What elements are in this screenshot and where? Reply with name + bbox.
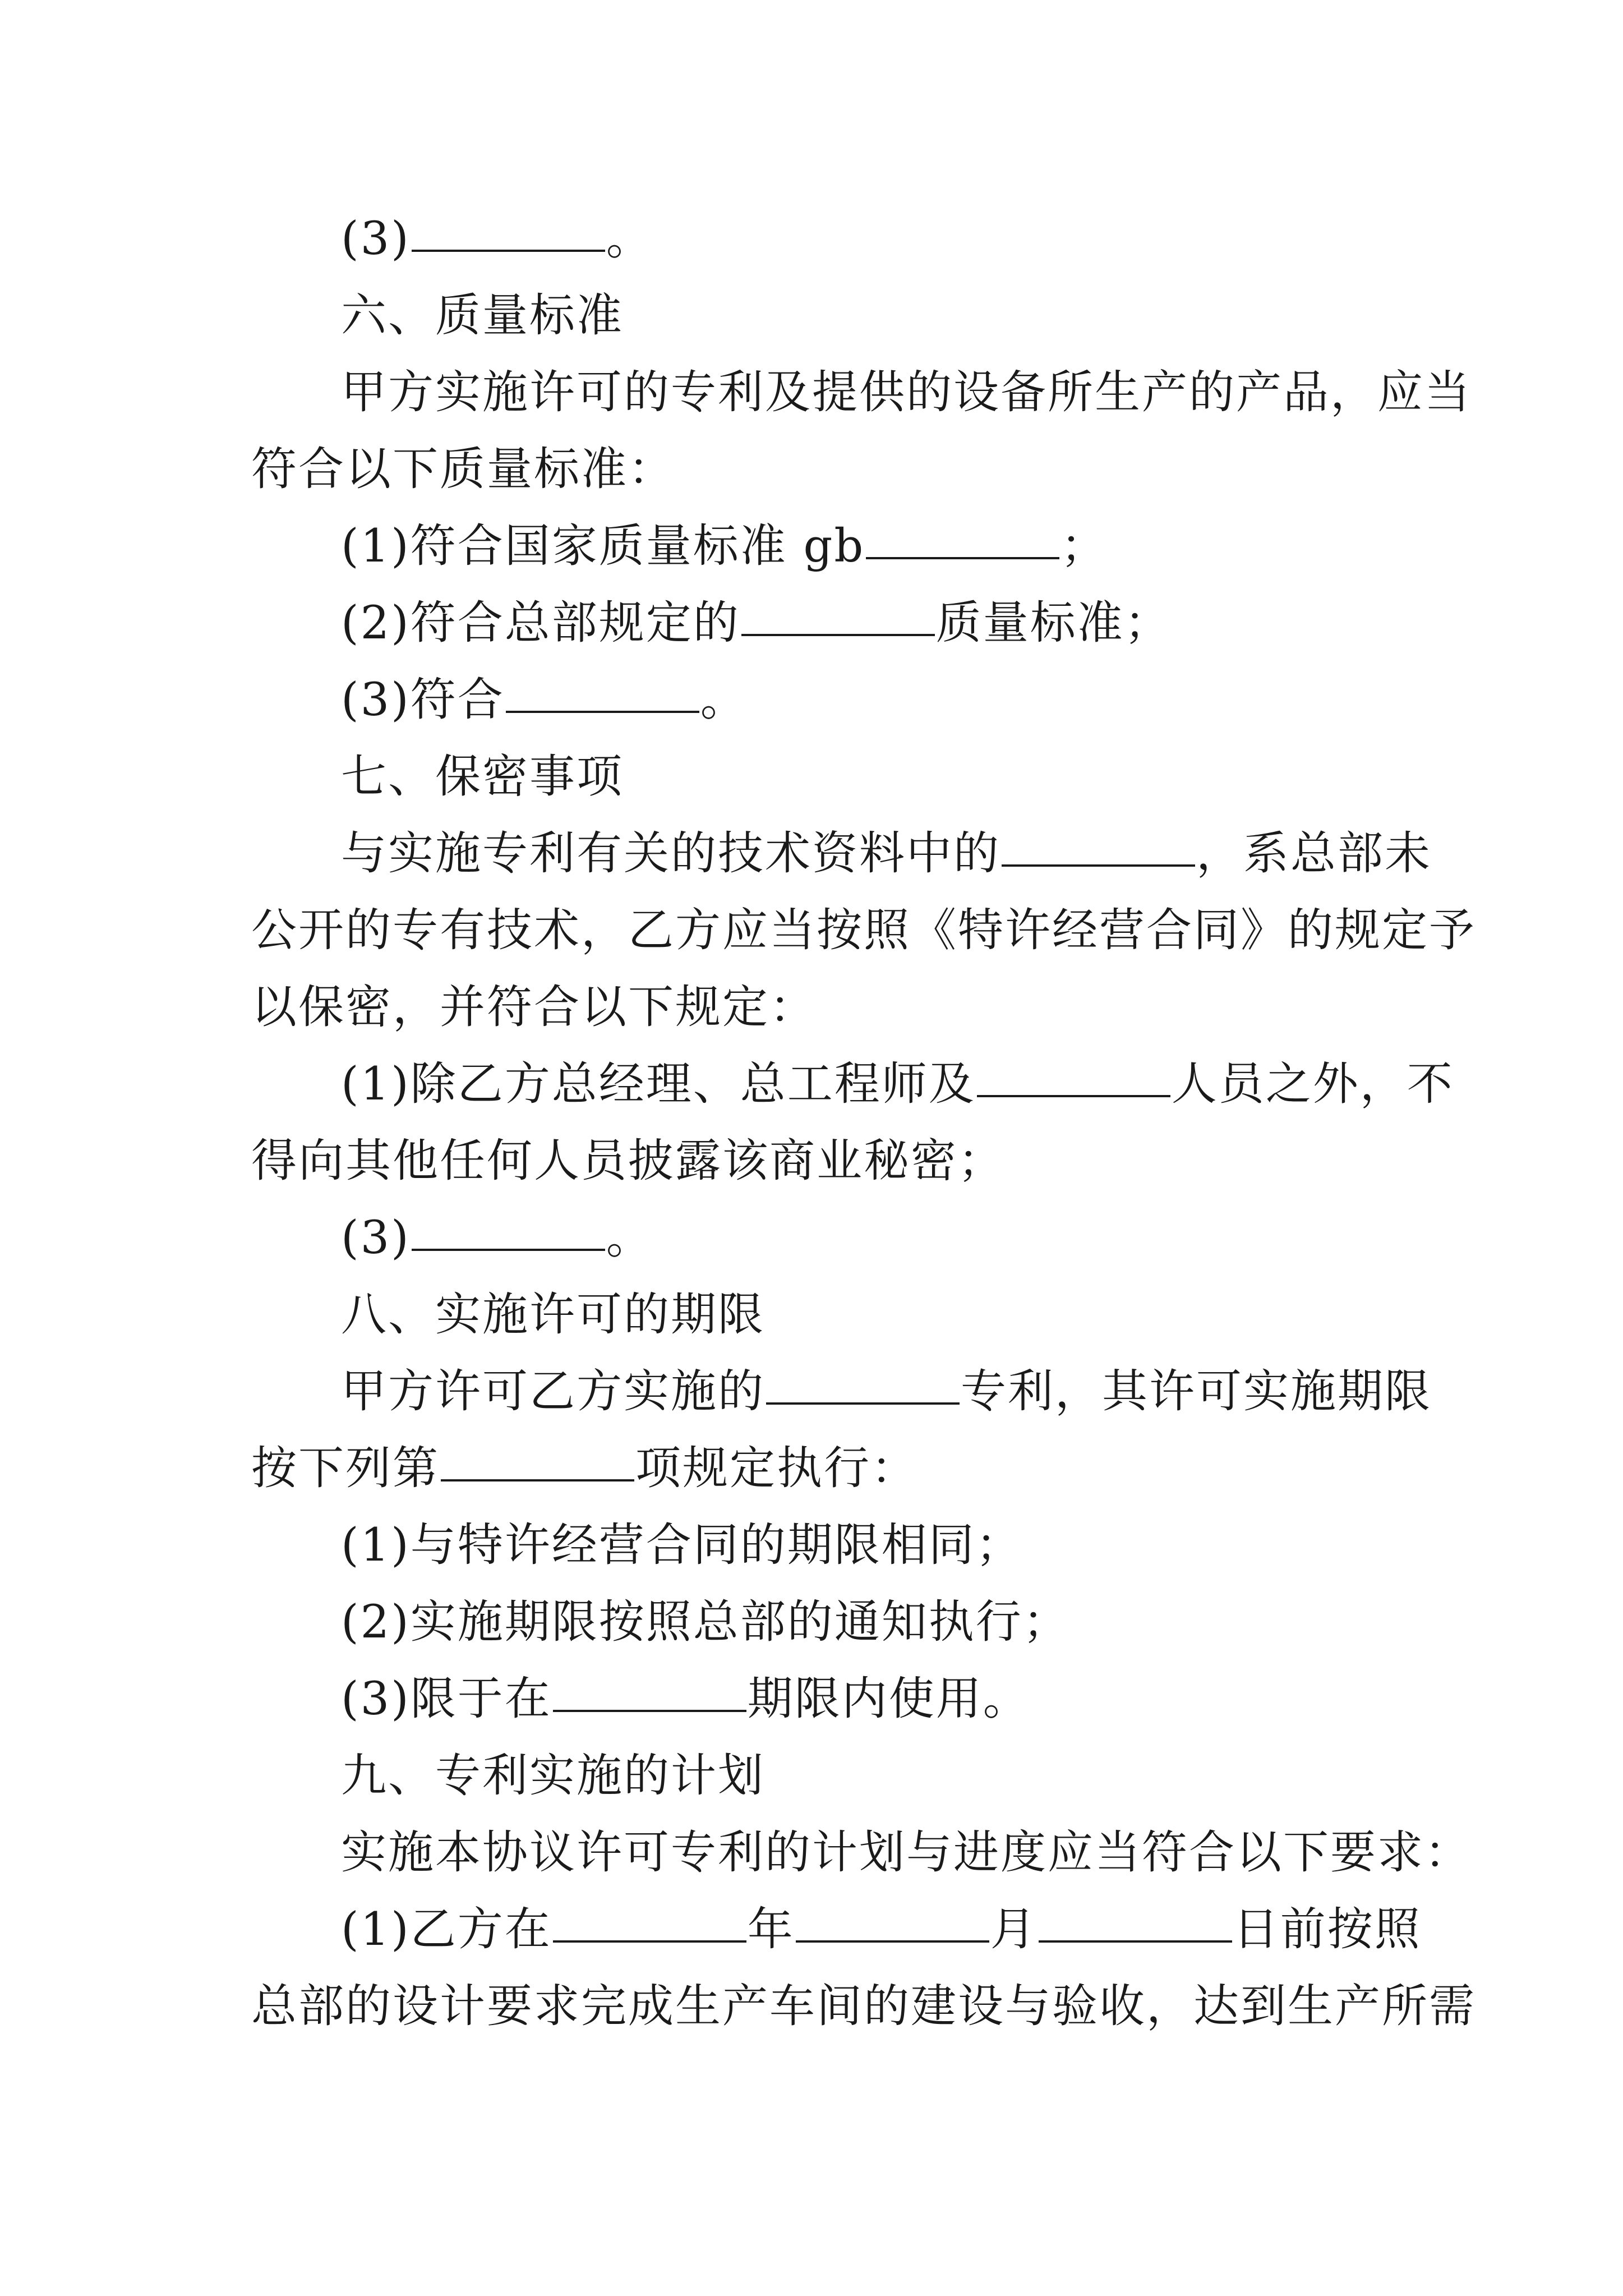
text-line xyxy=(251,508,1390,585)
text-segment: 月 xyxy=(990,1903,1038,1956)
text-line xyxy=(251,585,1390,662)
fill-in-blank xyxy=(506,710,699,713)
text-line xyxy=(251,1584,1390,1661)
text-segment: 质量标准； xyxy=(935,597,1172,650)
fill-in-blank xyxy=(1002,864,1195,867)
text-line xyxy=(251,739,1390,816)
text-segment: 。 xyxy=(606,1212,653,1264)
text-segment: (3)符合 xyxy=(341,674,505,726)
text-line xyxy=(251,1430,1390,1507)
text-segment: (3) xyxy=(341,213,411,265)
text-line xyxy=(251,1892,1422,1968)
text-line xyxy=(251,431,1390,508)
text-segment: 日前按照 xyxy=(1233,1903,1422,1956)
text-segment: 专利，其许可实施期限 xyxy=(961,1365,1432,1418)
text-line xyxy=(251,1200,1390,1277)
text-segment: 人员之外，不 xyxy=(1171,1058,1454,1111)
text-segment: 总部的设计要求完成生产车间的建设与验收，达到生产所需 xyxy=(251,1980,1477,2033)
text-segment: 以保密，并符合以下规定： xyxy=(251,981,817,1034)
text-line xyxy=(251,355,1472,431)
text-line xyxy=(251,892,1477,969)
text-segment: (1)与特许经营合同的期限相同； xyxy=(341,1519,1023,1572)
text-segment: 。 xyxy=(700,674,748,726)
text-segment: (2)符合总部规定的 xyxy=(341,597,740,650)
text-line xyxy=(251,1661,1390,1738)
text-segment: 八、实施许可的期限 xyxy=(341,1289,766,1341)
fill-in-blank xyxy=(412,1248,605,1251)
fill-in-blank xyxy=(977,1094,1170,1097)
text-segment: 得向其他任何人员披露该商业秘密； xyxy=(251,1135,1006,1188)
text-segment: 与实施专利有关的技术资料中的 xyxy=(341,827,1001,880)
text-segment: 项规定执行： xyxy=(635,1442,919,1495)
text-segment: 。 xyxy=(606,213,653,265)
document-body xyxy=(251,201,1477,2045)
text-segment: (3)限于在 xyxy=(341,1673,552,1726)
text-segment: 符合以下质量标准： xyxy=(251,443,676,496)
text-line xyxy=(251,1354,1432,1430)
text-segment: 按下列第 xyxy=(251,1442,440,1495)
fill-in-blank xyxy=(766,1402,960,1405)
text-segment: (1)符合国家质量标准 gb xyxy=(341,520,865,573)
text-line xyxy=(251,1738,1390,1815)
text-segment: ，系总部未 xyxy=(1196,827,1432,880)
text-line xyxy=(251,662,1390,739)
text-line xyxy=(251,1968,1477,2045)
text-line xyxy=(251,1507,1390,1584)
text-segment: 九、专利实施的计划 xyxy=(341,1750,766,1802)
text-segment: (3) xyxy=(341,1212,411,1264)
text-line xyxy=(251,201,1390,278)
fill-in-blank xyxy=(412,249,605,252)
fill-in-blank xyxy=(741,633,935,636)
text-line xyxy=(251,1123,1390,1200)
fill-in-blank xyxy=(796,1940,989,1943)
fill-in-blank xyxy=(441,1479,634,1481)
text-segment: (2)实施期限按照总部的通知执行； xyxy=(341,1596,1070,1649)
text-line xyxy=(251,816,1432,892)
text-line xyxy=(251,1277,1390,1354)
text-segment: 公开的专有技术，乙方应当按照《特许经营合同》的规定予 xyxy=(251,904,1477,957)
text-segment: 年 xyxy=(747,1903,795,1956)
fill-in-blank xyxy=(866,556,1059,559)
text-segment: 甲方许可乙方实施的 xyxy=(341,1365,766,1418)
text-line xyxy=(251,1046,1454,1123)
text-segment: (1)乙方在 xyxy=(341,1903,552,1956)
fill-in-blank xyxy=(1039,1940,1232,1943)
text-segment: 六、质量标准 xyxy=(341,289,624,342)
text-segment: (1)除乙方总经理、总工程师及 xyxy=(341,1058,976,1111)
text-segment: ； xyxy=(1061,520,1108,573)
text-line xyxy=(251,1815,1472,1892)
text-segment: 实施本协议许可专利的计划与进度应当符合以下要求： xyxy=(341,1826,1472,1879)
text-segment: 期限内使用。 xyxy=(747,1673,1030,1726)
fill-in-blank xyxy=(553,1709,746,1712)
text-line xyxy=(251,969,1390,1046)
text-segment: 甲方实施许可的专利及提供的设备所生产的产品，应当 xyxy=(341,366,1472,419)
text-segment: 七、保密事项 xyxy=(341,751,624,803)
text-line xyxy=(251,278,1390,355)
fill-in-blank xyxy=(553,1940,746,1943)
